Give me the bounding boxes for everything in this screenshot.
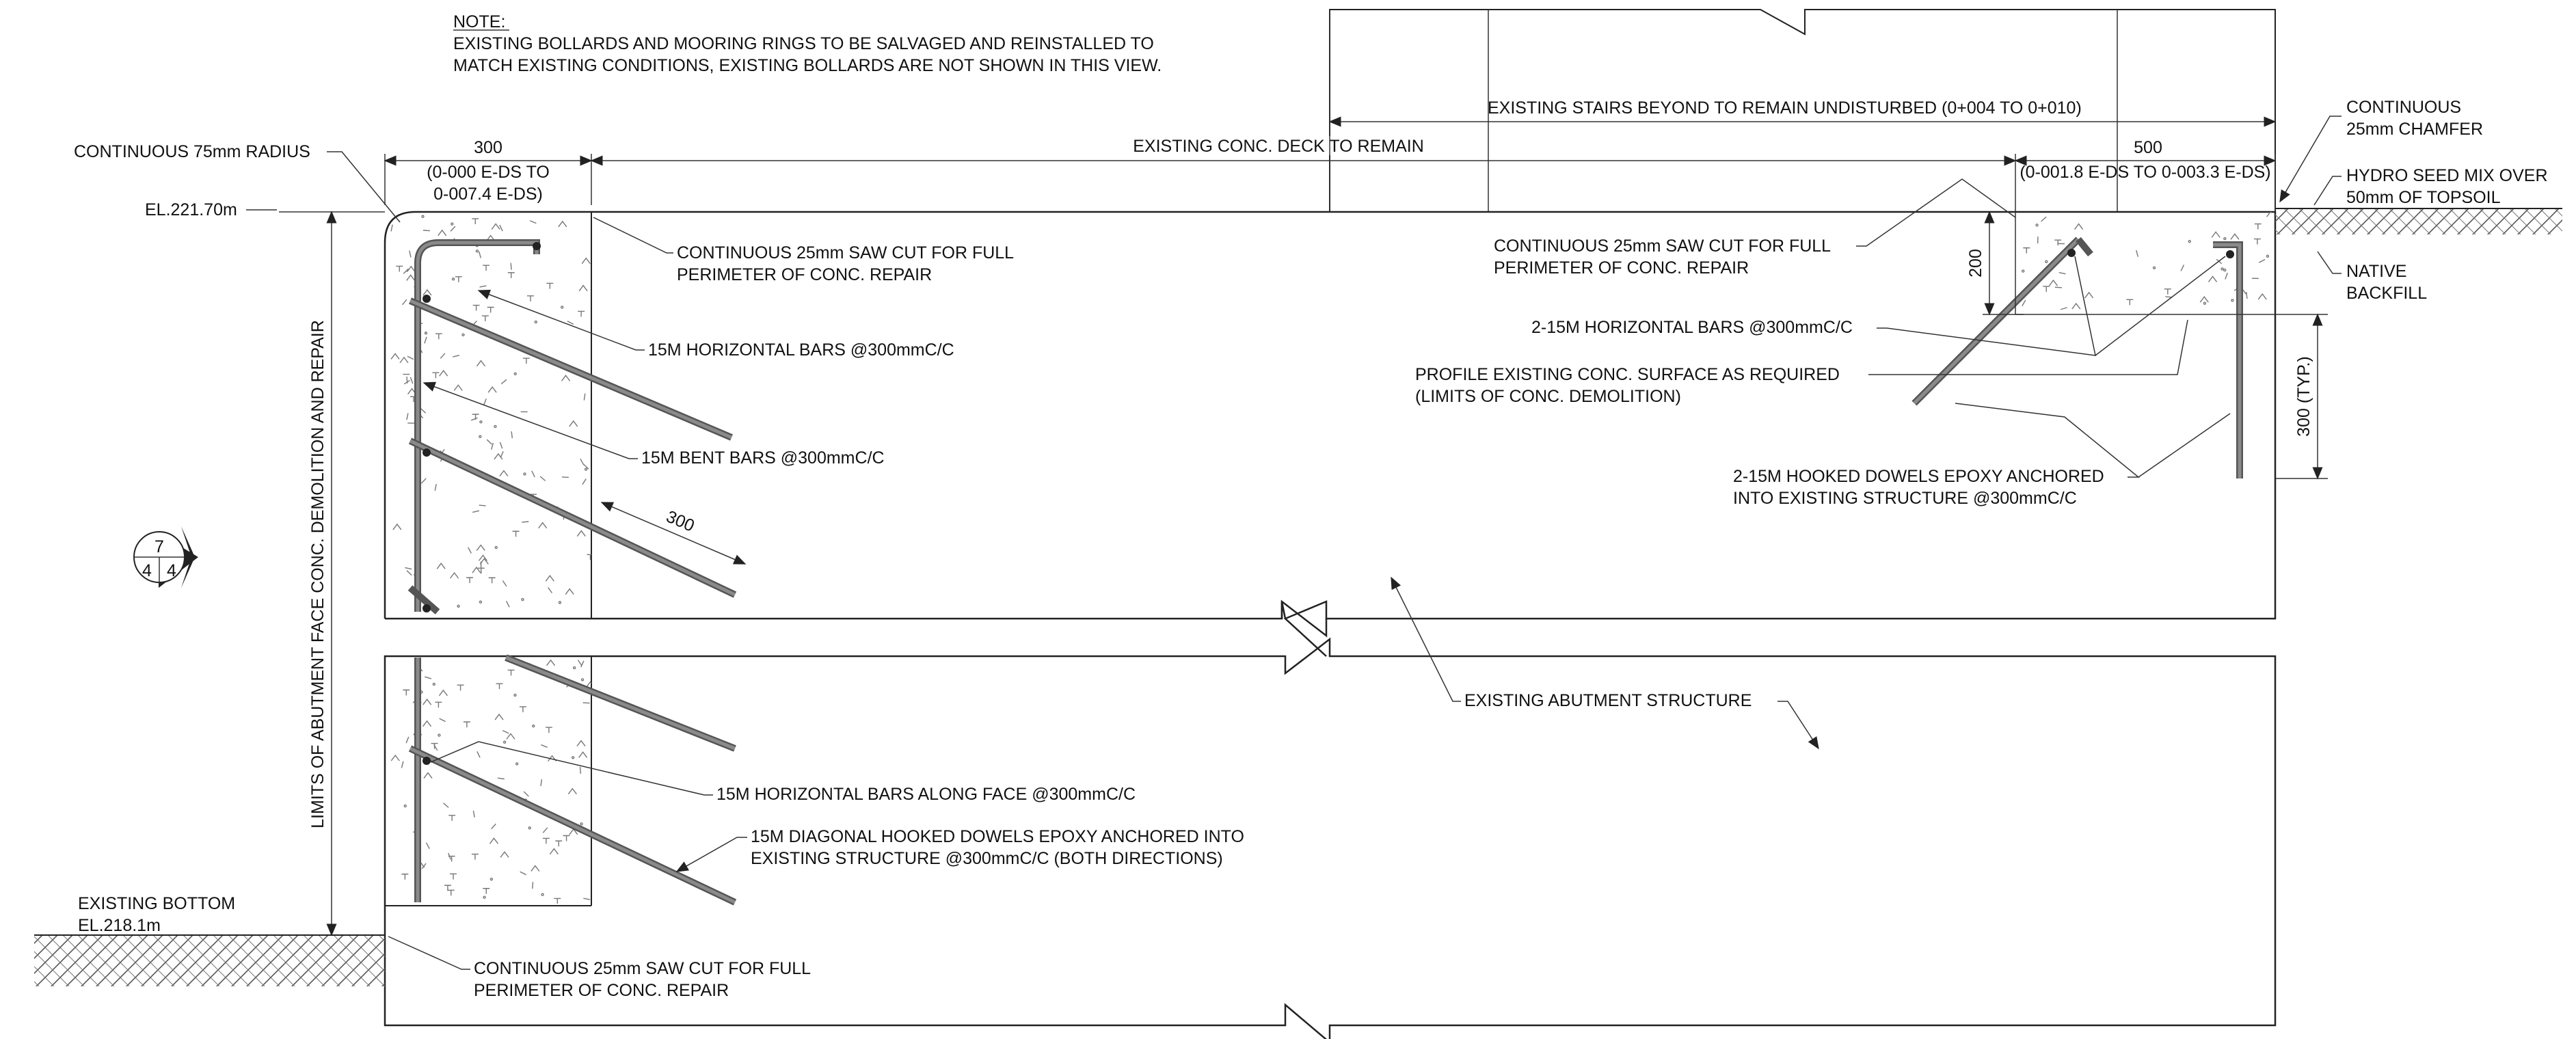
note-line-1: EXISTING BOLLARDS AND MOORING RINGS TO BE SALVAGED AND REINSTALLED TO — [453, 34, 1154, 53]
lower-structure-outline — [385, 639, 2275, 1039]
callout-saw-cut-left — [593, 217, 1014, 284]
native-label-1: NATIVE — [2346, 262, 2407, 281]
callout-horizontal-bars — [479, 291, 954, 360]
left-station-2: 0-007.4 E-DS) — [433, 185, 543, 204]
section-marker — [134, 526, 198, 588]
horizontal-bars-label: 15M HORIZONTAL BARS @300mmC/C — [648, 340, 954, 360]
concrete-fill-top-left — [391, 215, 593, 607]
existing-deck-label: EXISTING CONC. DECK TO REMAIN — [1133, 137, 1424, 156]
chamfer-label-2: 25mm CHAMFER — [2346, 120, 2484, 139]
section-marker-bottom-right: 4 — [167, 561, 176, 580]
two-horizontal-bars-label: 2-15M HORIZONTAL BARS @300mmC/C — [1531, 318, 1853, 337]
saw-cut-bottom-1: CONTINUOUS 25mm SAW CUT FOR FULL — [474, 959, 811, 978]
rebar-left-lower — [410, 658, 735, 902]
saw-cut-right-2: PERIMETER OF CONC. REPAIR — [1494, 258, 1749, 278]
native-label-2: BACKFILL — [2346, 284, 2428, 303]
callout-abutment — [1391, 578, 1819, 748]
callout-native-backfill — [2318, 252, 2427, 303]
profile-label-1: PROFILE EXISTING CONC. SURFACE AS REQUIRED — [1415, 365, 1840, 384]
hydroseed-label-2: 50mm OF TOPSOIL — [2346, 188, 2501, 207]
callout-hooked-dowels-right — [1733, 403, 2230, 508]
horizontal-face-label: 15M HORIZONTAL BARS ALONG FACE @300mmC/C — [716, 785, 1136, 804]
ground-hatch-right — [2275, 208, 2562, 234]
saw-cut-bottom-2: PERIMETER OF CONC. REPAIR — [474, 981, 729, 1000]
break-symbol-upper — [1282, 602, 1326, 636]
typ-depth-dimension: 300 (TYP.) — [2294, 356, 2313, 437]
callout-saw-cut-bottom — [388, 936, 811, 1000]
hydroseed-label-1: HYDRO SEED MIX OVER — [2346, 166, 2548, 185]
note-line-2: MATCH EXISTING CONDITIONS, EXISTING BOLLARDS ARE NOT SHOWN IN THIS VIEW. — [453, 56, 1162, 75]
callout-chamfer — [2280, 98, 2483, 202]
note-heading: NOTE: — [453, 12, 506, 31]
left-station-1: (0-000 E-DS TO — [427, 163, 550, 182]
dowels-right-1: 2-15M HOOKED DOWELS EPOXY ANCHORED — [1733, 467, 2104, 486]
rebar-right — [1914, 239, 2240, 478]
general-note — [453, 12, 1162, 75]
existing-bottom-label: EXISTING BOTTOM — [78, 894, 236, 913]
top-depth-dimension: 200 — [1966, 249, 1985, 278]
callout-horizontal-face — [431, 742, 1136, 804]
saw-cut-left-2: PERIMETER OF CONC. REPAIR — [677, 265, 933, 284]
limits-vertical-label: LIMITS OF ABUTMENT FACE CONC. DEMOLITION AND REPAIR — [308, 320, 327, 828]
saw-cut-right-1: CONTINUOUS 25mm SAW CUT FOR FULL — [1494, 237, 1832, 256]
bar-extension-dimension — [602, 502, 745, 564]
section-marker-top: 7 — [155, 537, 164, 556]
diagonal-dowels-1: 15M DIAGONAL HOOKED DOWELS EPOXY ANCHORED INTO — [751, 827, 1244, 846]
radius-label: CONTINUOUS 75mm RADIUS — [74, 142, 310, 161]
existing-bottom-elevation: EL.218.1m — [78, 916, 161, 935]
section-marker-bottom-left: 4 — [142, 561, 152, 580]
limits-dimension — [279, 212, 385, 935]
rebar-left-upper — [410, 243, 735, 612]
bent-bars-label: 15M BENT BARS @300mmC/C — [641, 448, 885, 468]
callout-saw-cut-right — [1494, 179, 2015, 278]
diagonal-dowels-2: EXISTING STRUCTURE @300mmC/C (BOTH DIRECTIONS) — [751, 849, 1223, 868]
callout-hydroseed — [2314, 166, 2548, 207]
callout-existing-bottom — [78, 894, 235, 935]
ground-hatch-bottom — [34, 935, 385, 986]
concrete-fill-bottom-left — [391, 660, 594, 904]
existing-stairs-label: EXISTING STAIRS BEYOND TO REMAIN UNDISTURBED (0+004 TO 0+010) — [1488, 98, 2082, 118]
top-elevation-label: EL.221.70m — [145, 200, 237, 219]
left-width-dimension: 300 — [474, 138, 502, 157]
saw-cut-left-1: CONTINUOUS 25mm SAW CUT FOR FULL — [677, 243, 1015, 262]
right-station: (0-001.8 E-DS TO 0-003.3 E-DS) — [2020, 163, 2271, 182]
callout-bent-bars — [424, 383, 885, 468]
chamfer-label-1: CONTINUOUS — [2346, 98, 2462, 117]
callout-diagonal-dowels — [677, 827, 1244, 872]
profile-label-2: (LIMITS OF CONC. DEMOLITION) — [1415, 387, 1681, 406]
right-width-dimension: 500 — [2134, 138, 2162, 157]
dowels-right-2: INTO EXISTING STRUCTURE @300mmC/C — [1733, 489, 2077, 508]
abutment-label: EXISTING ABUTMENT STRUCTURE — [1464, 691, 1752, 710]
bar-extension-label: 300 — [663, 507, 697, 536]
top-elevation — [145, 200, 237, 219]
